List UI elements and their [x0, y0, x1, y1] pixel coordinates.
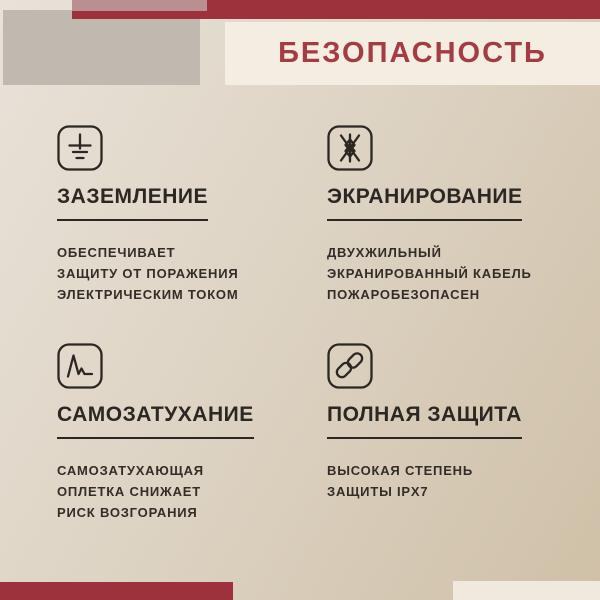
section-text-line: РИСК ВОЗГОРАНИЯ: [57, 505, 198, 520]
section-text-line: ЭЛЕКТРИЧЕСКИМ ТОКОМ: [57, 287, 239, 302]
section-text-line: ПОЖАРОБЕЗОПАСЕН: [327, 287, 480, 302]
section-text-line: ДВУХЖИЛЬНЫЙ: [327, 245, 442, 260]
section-self-extinguishing: [57, 343, 319, 523]
section-body: [57, 242, 319, 305]
chain-link-icon: [327, 343, 373, 389]
section-text-line: ЗАЩИТУ ОТ ПОРАЖЕНИЯ: [57, 266, 239, 281]
section-title: ЗАЗЕМЛЕНИЕ: [57, 186, 208, 221]
title-banner: [225, 22, 600, 85]
damped-wave-icon: [57, 343, 103, 389]
section-grounding: [57, 125, 319, 305]
section-text-line: ВЫСОКАЯ СТЕПЕНЬ: [327, 463, 473, 478]
bottom-right-white-rect: [453, 581, 600, 600]
section-title: ПОЛНАЯ ЗАЩИТА: [327, 404, 522, 439]
section-text-line: САМОЗАТУХАЮЩАЯ: [57, 463, 204, 478]
section-body: [327, 242, 589, 305]
braided-shield-icon: [327, 125, 373, 171]
section-title: ЭКРАНИРОВАНИЕ: [327, 186, 522, 221]
section-text-line: ОПЛЕТКА СНИЖАЕТ: [57, 484, 201, 499]
section-text-line: ОБЕСПЕЧИВАЕТ: [57, 245, 176, 260]
section-body: [57, 460, 319, 523]
section-full-protection: [327, 343, 589, 502]
top-mauve-rect: [72, 0, 207, 11]
top-left-gray-square: [3, 10, 200, 85]
page-title: БЕЗОПАСНОСТЬ: [278, 37, 547, 69]
section-body: [327, 460, 589, 502]
section-text-line: ЗАЩИТЫ IPX7: [327, 484, 429, 499]
bottom-left-red-rect: [0, 582, 233, 600]
section-text-line: ЭКРАНИРОВАННЫЙ КАБЕЛЬ: [327, 266, 532, 281]
grounding-icon: [57, 125, 103, 171]
section-title: САМОЗАТУХАНИЕ: [57, 404, 254, 439]
section-shielding: [327, 125, 589, 305]
